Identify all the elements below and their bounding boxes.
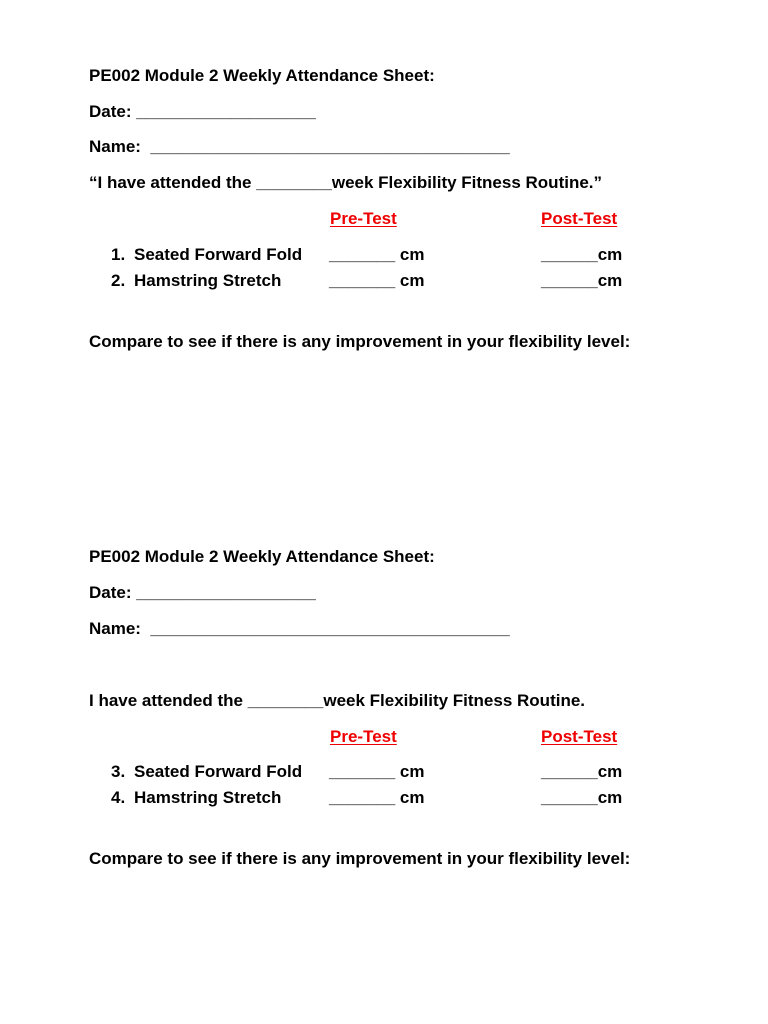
post-test-blank: ______cm	[541, 271, 623, 290]
name-field: Name: ______________________________________	[89, 137, 510, 156]
pre-test-blank: _______ cm	[329, 788, 425, 807]
item-number: 2.	[111, 271, 126, 290]
attended-statement: “I have attended the ________week Flexibility Fitness Routine.”	[89, 173, 603, 192]
date-field: Date: ___________________	[89, 583, 316, 602]
item-number: 4.	[111, 788, 126, 807]
post-test-blank: ______cm	[541, 245, 623, 264]
attended-statement: I have attended the ________week Flexibility Fitness Routine.	[89, 691, 586, 710]
post-test-blank: ______cm	[541, 762, 623, 781]
pre-test-header: Pre-Test	[330, 727, 397, 746]
pre-test-blank: _______ cm	[329, 271, 425, 290]
post-test-blank: ______cm	[541, 788, 623, 807]
date-field: Date: ___________________	[89, 102, 316, 121]
exercise-name: Seated Forward Fold	[134, 245, 303, 264]
pre-test-blank: _______ cm	[329, 245, 425, 264]
post-test-header: Post-Test	[541, 727, 618, 746]
exercise-name: Hamstring Stretch	[134, 788, 282, 807]
sheet-title: PE002 Module 2 Weekly Attendance Sheet:	[89, 547, 435, 566]
pre-test-header: Pre-Test	[330, 209, 397, 228]
compare-instruction: Compare to see if there is any improvement in your flexibility level:	[89, 332, 631, 351]
name-field: Name: ______________________________________	[89, 619, 510, 638]
compare-instruction: Compare to see if there is any improvement in your flexibility level:	[89, 849, 631, 868]
exercise-name: Hamstring Stretch	[134, 271, 282, 290]
item-number: 3.	[111, 762, 126, 781]
item-number: 1.	[111, 245, 126, 264]
post-test-header: Post-Test	[541, 209, 618, 228]
exercise-name: Seated Forward Fold	[134, 762, 303, 781]
sheet-title: PE002 Module 2 Weekly Attendance Sheet:	[89, 66, 435, 85]
pre-test-blank: _______ cm	[329, 762, 425, 781]
